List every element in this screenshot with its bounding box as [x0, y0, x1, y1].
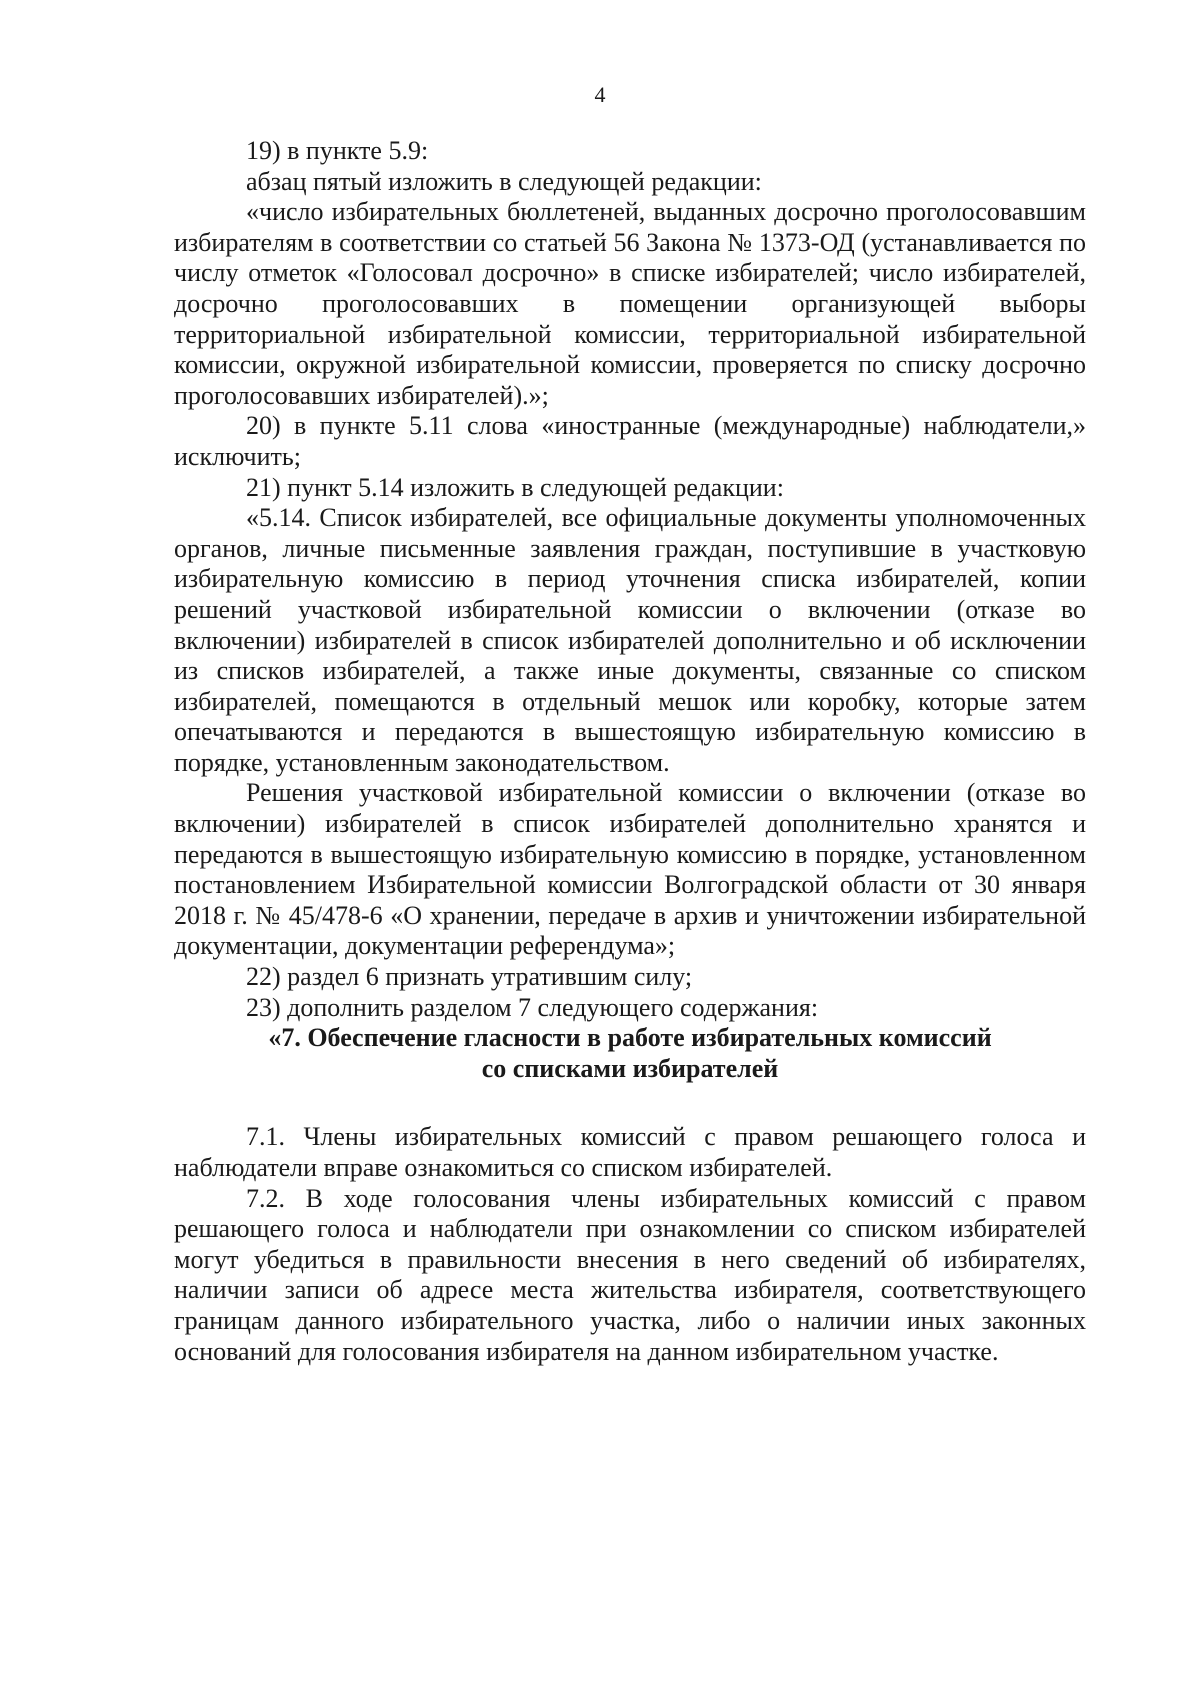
item-20: 20) в пункте 5.11 слова «иностранные (международные) наблюдатели,» исключить; [174, 411, 1086, 471]
clause-7-1: 7.1. Члены избирательных комиссий с правом решающего голоса и наблюдатели вправе ознакомиться со списком избирателей. [174, 1122, 1086, 1182]
item-21: 21) пункт 5.14 изложить в следующей редакции: [246, 472, 784, 502]
item-22: 22) раздел 6 признать утратившим силу; [246, 962, 693, 992]
item-23: 23) дополнить разделом 7 следующего содержания: [246, 992, 819, 1022]
clause-7-2: 7.2. В ходе голосования члены избирательных комиссий с правом решающего голоса и наблюдатели при ознакомлении со списком избирателей могут убедиться в правильности внесения в него сведений об избирателях, наличии записи об адресе места жительства избирателя, соответствующего границам данного избирательного участка, либо о наличии иных законных оснований для голосования избирателя на данном избирательном участке. [174, 1183, 1086, 1366]
document-body [174, 136, 1086, 1367]
item-19-quote: «число избирательных бюллетеней, выданных досрочно проголосовавшим избирателям в соответствии со статьей 56 Закона № 1373-ОД (устанавливается по числу отметок «Голосовал досрочно» в списке избирателей; число избирателей, досрочно проголосовавших в помещении организующей выборы территориальной избирательной комиссии, территориальной избирательной комиссии, окружной избирательной комиссии, проверяется по списку досрочно проголосовавших избирателей).»; [174, 197, 1086, 410]
item-21-decisions: Решения участковой избирательной комиссии о включении (отказе во включении) избирателей в список избирателей дополнительно хранятся и передаются в вышестоящую избирательную комиссию в порядке, установленном постановлением Избирательной комиссии Волгоградской области от 30 января 2018 г. № 45/478-6 «О хранении, передаче в архив и уничтожении избирательной документации, документации референдума»; [174, 778, 1086, 961]
section-7-heading-line2: со списками избирателей [481, 1053, 779, 1083]
item-21-quote: «5.14. Список избирателей, все официальные документы уполномоченных органов, личные письменные заявления граждан, поступившие в участковую избирательную комиссию в период уточнения списка избирателей, копии решений участковой избирательной комиссии о включении (отказе во включении) избирателей в список избирателей дополнительно и об исключении из списков избирателей, а также иные документы, связанные со списком избирателей, помещаются в отдельный мешок или коробку, которые затем опечатываются и передаются в вышестоящую избирательную комиссию в порядке, установленным законодательством. [174, 503, 1086, 777]
page-number: 4 [594, 82, 606, 107]
section-7-heading-line1: «7. Обеспечение гласности в работе избирательных комиссий [268, 1023, 992, 1053]
item-19: 19) в пункте 5.9: [246, 136, 429, 165]
item-19-instruction: абзац пятый изложить в следующей редакции: [246, 166, 762, 196]
